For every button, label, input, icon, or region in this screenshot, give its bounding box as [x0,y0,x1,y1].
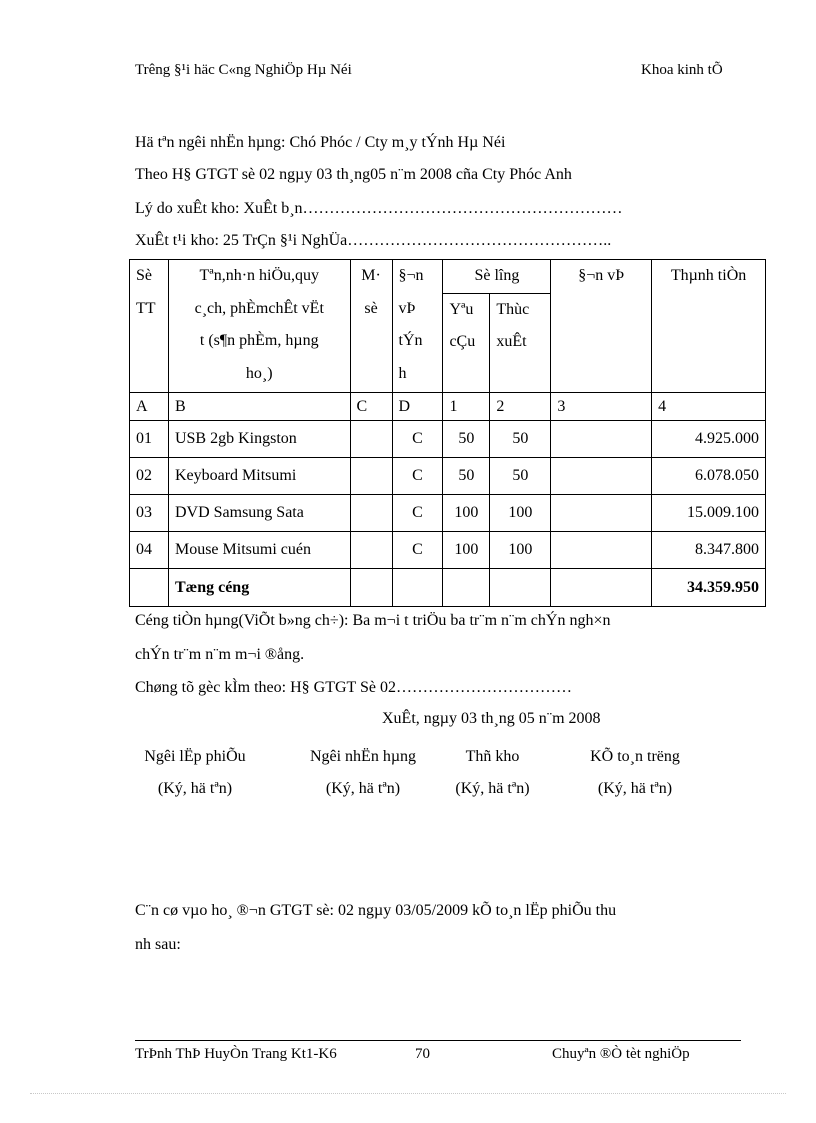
header-unit: §¬n vÞ tÝn h [392,260,443,393]
cell-unit-price [551,531,652,568]
closing-line1: C¨n cø vµo ho¸ ®¬n GTGT sè: 02 ngµy 03/05/2009 kÕ to¸n lËp phiÕu thu [135,902,617,919]
cell-qty-required: 50 [443,457,490,494]
cell-unit: C [392,420,443,457]
cell-amount: 6.078.050 [652,457,766,494]
signature-title: KÕ to¸n trëng [590,748,680,765]
col-label: 2 [490,392,551,420]
header-code: M· sè [350,260,392,393]
col-label: 1 [443,392,490,420]
cell-code [350,494,392,531]
signature-storekeeper [440,741,545,805]
cell-unit-price [551,457,652,494]
table-row [130,494,766,531]
table-total-row [130,568,766,606]
table-row [130,420,766,457]
col-label: 4 [652,392,766,420]
signature-chief-accountant [575,741,695,805]
footer-divider [135,1040,741,1041]
amount-in-words-line2: chÝn tr¨m n¨m m¬i ®ång. [135,646,305,663]
header-item-name: Tªn,nh·n hiÖu,quy c¸ch, phÈmchÊt vËt t (s¶n phÈm, hµng ho¸) [168,260,350,393]
header-faculty: Khoa kinh tÕ [641,62,723,78]
col-label: A [130,392,169,420]
cell-qty-actual: 50 [490,457,551,494]
location-line: XuÊt t¹i kho: 25 TrÇn §¹i NghÜa………………………………………….. [135,232,612,249]
cell-qty-required: 100 [443,494,490,531]
total-amount: 34.359.950 [652,568,766,606]
col-label: B [168,392,350,420]
cell-qty-required: 50 [443,420,490,457]
table-header-row [130,260,766,294]
cell-code [350,457,392,494]
attached-docs-line: Chøng tõ gèc kÌm theo: H§ GTGT Sè 02…………………………… [135,679,573,696]
cell-stt: 02 [130,457,169,494]
signature-title: Thñ kho [465,748,520,765]
cell-qty-actual: 100 [490,494,551,531]
header-amount: Thµnh tiÒn [652,260,766,393]
reason-line: Lý do xuÊt kho: XuÊt b¸n…………………………………………………… [135,200,623,217]
col-label: D [392,392,443,420]
table-row [130,457,766,494]
signature-receiver [293,741,433,805]
signature-title: Ngêi nhËn hµng [309,748,417,765]
cell-qty-actual: 100 [490,531,551,568]
signature-note: (Ký, hä tªn) [325,780,401,797]
signature-note: (Ký, hä tªn) [455,780,530,797]
cell-item-name: USB 2gb Kingston [168,420,350,457]
footer-page-number: 70 [415,1046,430,1062]
header-quantity: Sè lîng [443,260,551,294]
issue-date: XuÊt, ngµy 03 th¸ng 05 n¨m 2008 [382,710,601,727]
signature-title: Ngêi lËp phiÕu [144,748,246,765]
invoice-ref-line: Theo H§ GTGT sè 02 ngµy 03 th¸ng05 n¨m 2008 cña Cty Phóc Anh [135,166,572,183]
goods-table [129,259,766,607]
cell-amount: 15.009.100 [652,494,766,531]
total-label: Tæng céng [168,568,350,606]
buyer-line: Hä tªn ngêi nhËn hµng: Chó Phóc / Cty m¸y tÝnh Hµ Néi [135,134,506,151]
cell-amount: 8.347.800 [652,531,766,568]
cell-qty-required: 100 [443,531,490,568]
cell-qty-actual: 50 [490,420,551,457]
header-stt: Sè TT [130,260,169,393]
header-qty-actual: Thùc xuÊt [490,293,551,392]
cell-stt: 01 [130,420,169,457]
footer-author: TrÞnh ThÞ HuyÒn Trang Kt1-K6 [135,1046,337,1062]
cell-code [350,420,392,457]
signature-preparer [135,741,255,805]
amount-in-words-line1: Céng tiÒn hµng(ViÕt b»ng ch÷): Ba m¬i t triÖu ba tr¨m n¨m chÝn ngh×n [135,612,611,629]
cell-unit: C [392,457,443,494]
signature-note: (Ký, hä tªn) [157,780,233,797]
cell-unit-price [551,494,652,531]
cell-stt: 04 [130,531,169,568]
col-label: C [350,392,392,420]
table-row [130,531,766,568]
cell-item-name: Keyboard Mitsumi [168,457,350,494]
header-school: Trêng §¹i häc C«ng NghiÖp Hµ Néi [135,62,352,78]
page-edge [30,1093,786,1094]
cell-unit-price [551,420,652,457]
header-unit-price: §¬n vÞ [551,260,652,393]
cell-stt: 03 [130,494,169,531]
cell-code [350,531,392,568]
header-qty-required: Yªu cÇu [443,293,490,392]
cell-item-name: DVD Samsung Sata [168,494,350,531]
cell-amount: 4.925.000 [652,420,766,457]
closing-line2: nh sau: [135,936,181,953]
footer-thesis-label: Chuyªn ®Ò tèt nghiÖp [552,1046,690,1062]
col-label: 3 [551,392,652,420]
signature-note: (Ký, hä tªn) [597,780,673,797]
cell-unit: C [392,531,443,568]
cell-unit: C [392,494,443,531]
cell-item-name: Mouse Mitsumi cuén [168,531,350,568]
column-label-row [130,392,766,420]
